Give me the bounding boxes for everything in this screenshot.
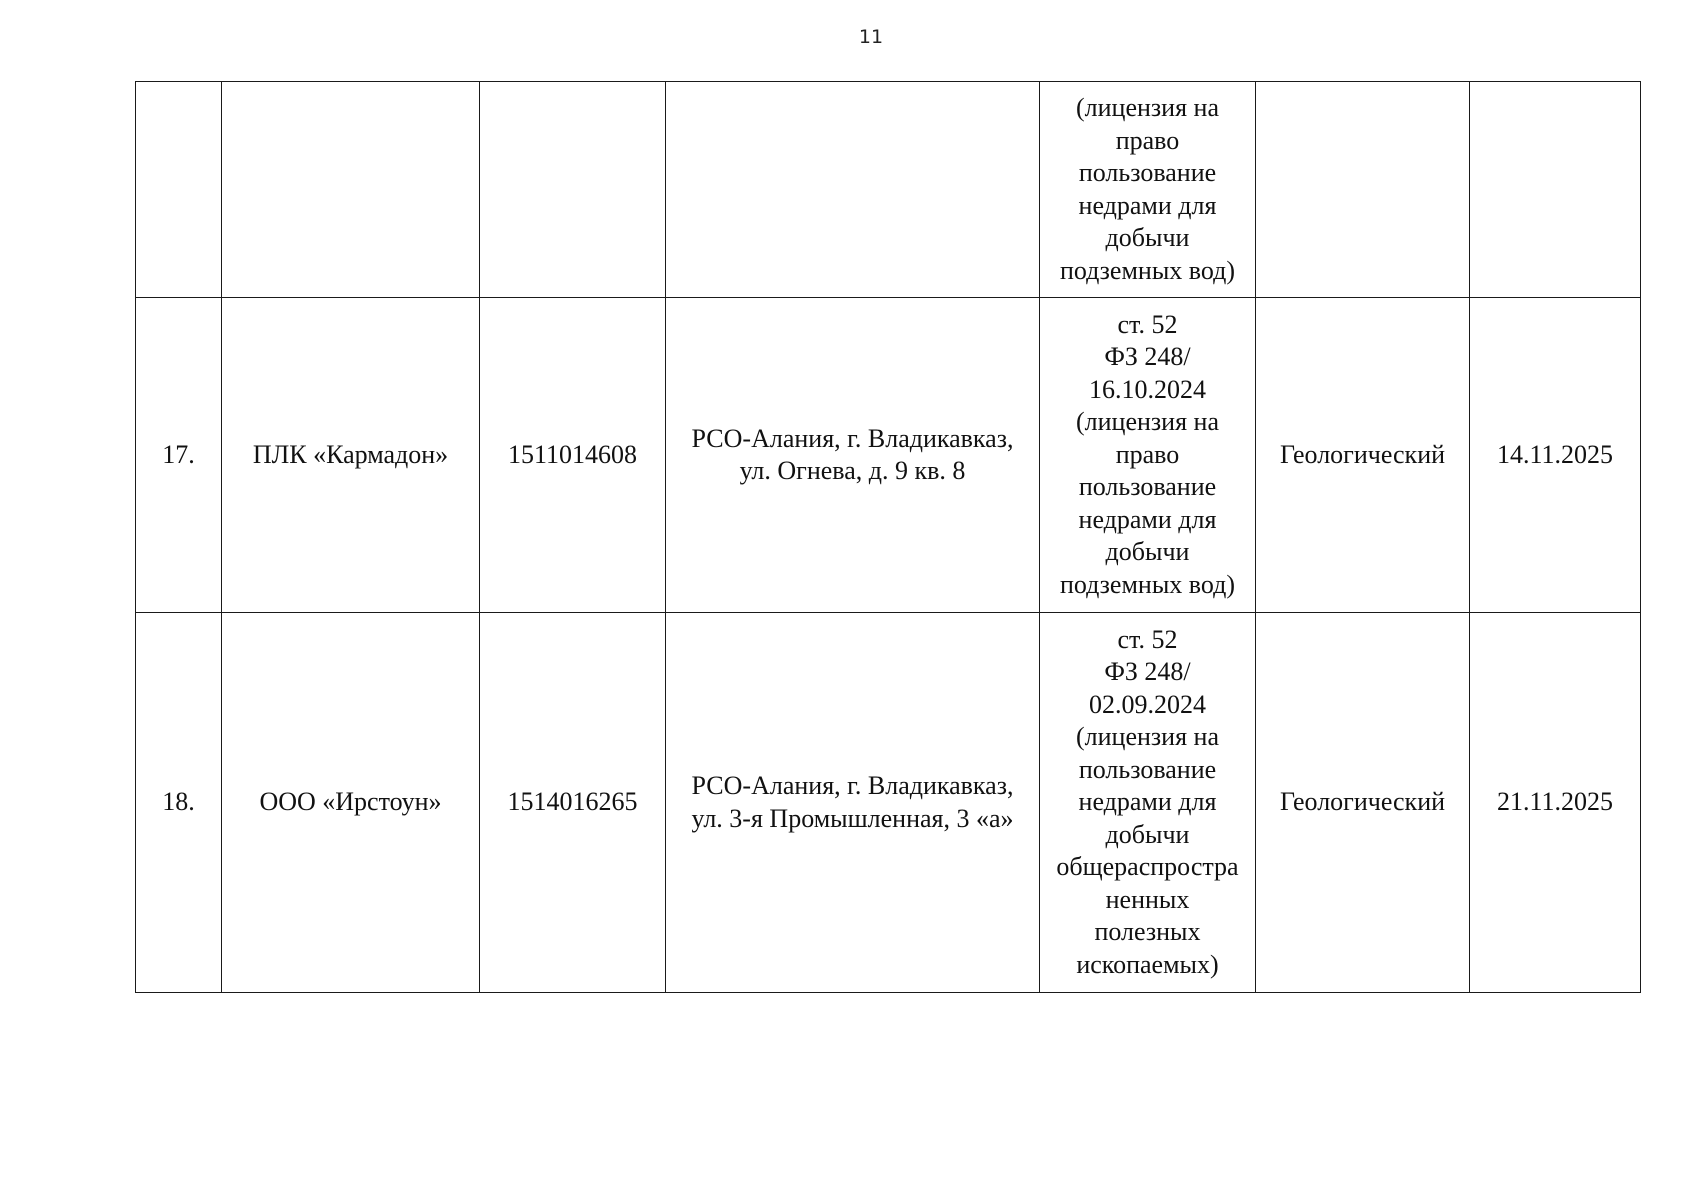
supervision-type-cell: Геологический (1256, 613, 1470, 993)
row-number-cell: 17. (136, 298, 222, 613)
inn-cell: 1511014608 (480, 298, 666, 613)
address-cell: РСО-Алания, г. Владикавказ, ул. 3-я Промышленная, 3 «а» (666, 613, 1040, 993)
table-row (136, 82, 1641, 298)
basis-cell: (лицензия на право пользование недрами для добычи подземных вод) (1040, 82, 1256, 298)
date-cell: 14.11.2025 (1470, 298, 1641, 613)
address-cell (666, 82, 1040, 298)
organization-name-cell (222, 82, 480, 298)
registry-table (135, 81, 1641, 993)
basis-cell: ст. 52 ФЗ 248/ 16.10.2024 (лицензия на право пользование недрами для добычи подземных вод) (1040, 298, 1256, 613)
row-number-cell: 18. (136, 613, 222, 993)
inn-cell (480, 82, 666, 298)
inn-cell: 1514016265 (480, 613, 666, 993)
address-cell: РСО-Алания, г. Владикавказ, ул. Огнева, д. 9 кв. 8 (666, 298, 1040, 613)
page-number: 11 (858, 26, 884, 48)
organization-name-cell: ООО «Ирстоун» (222, 613, 480, 993)
table-row (136, 613, 1641, 993)
row-number-cell (136, 82, 222, 298)
date-cell (1470, 82, 1641, 298)
date-cell: 21.11.2025 (1470, 613, 1641, 993)
supervision-type-cell (1256, 82, 1470, 298)
basis-cell: ст. 52 ФЗ 248/ 02.09.2024 (лицензия на пользование недрами для добычи общераспростра ненных полезных ископаемых) (1040, 613, 1256, 993)
supervision-type-cell: Геологический (1256, 298, 1470, 613)
table-row (136, 298, 1641, 613)
organization-name-cell: ПЛК «Кармадон» (222, 298, 480, 613)
